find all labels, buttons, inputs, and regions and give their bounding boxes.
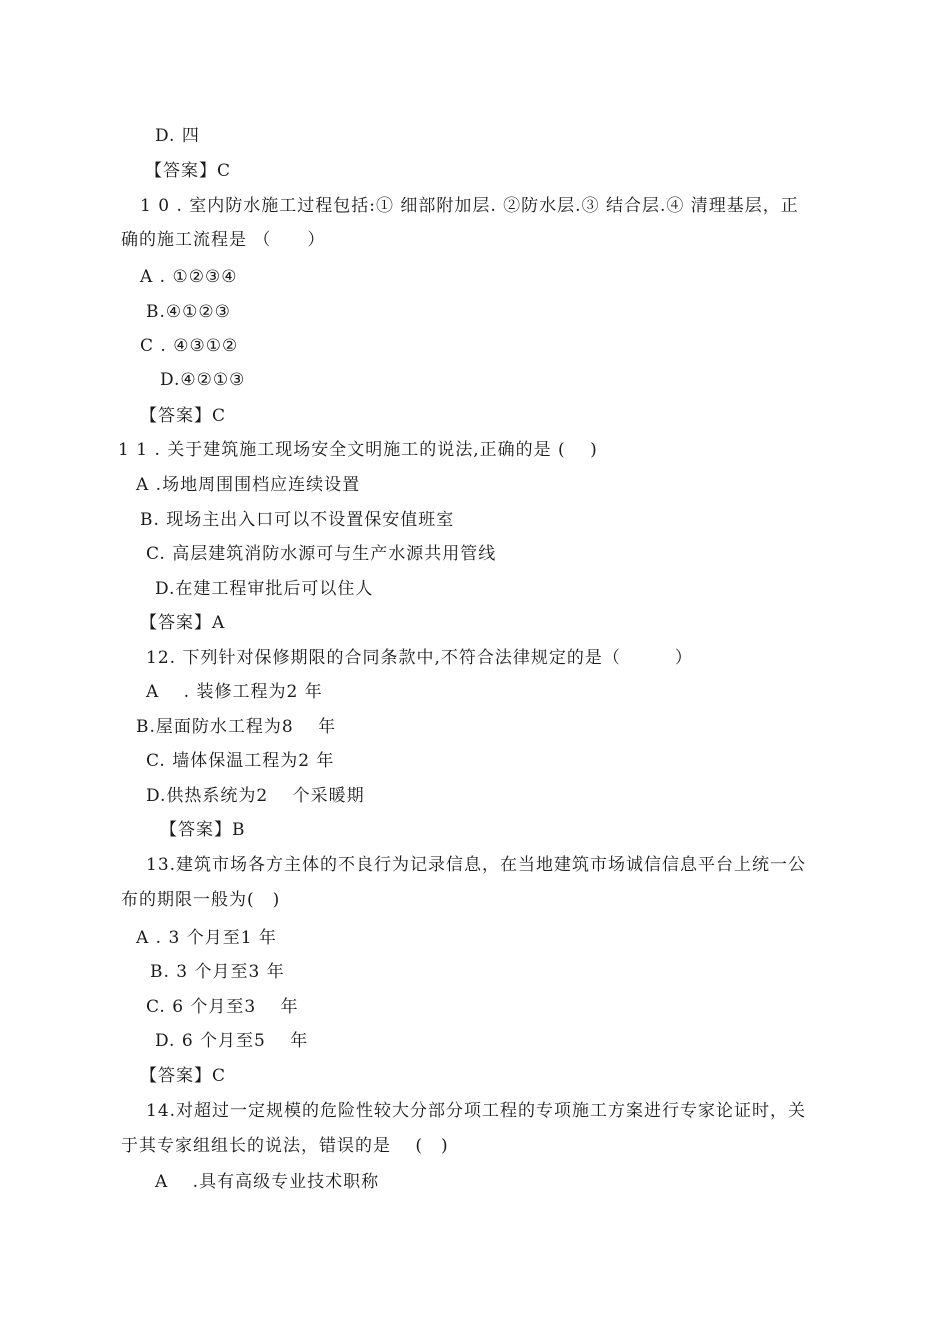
option-d-q11: D.在建工程审批后可以住人: [155, 579, 374, 599]
option-a-q12: A . 装修工程为2 年: [146, 682, 323, 702]
option-b-q12: B.屋面防水工程为8 年: [136, 717, 337, 737]
option-a-q13: A . 3 个月至1 年: [136, 928, 277, 948]
question-10-line-1: 1 0 . 室内防水施工过程包括:① 细部附加层. ②防水层.③ 结合层.④ 清理基层，正: [140, 196, 799, 216]
option-b-q10: B.④①②③: [146, 302, 231, 322]
answer-q13: 【答案】C: [140, 1066, 227, 1086]
question-14-line-2: 于其专家组组长的说法，错误的是 ( ): [121, 1136, 449, 1156]
question-14-line-1: 14.对超过一定规模的危险性较大分部分项工程的专项施工方案进行专家论证时，关: [146, 1101, 807, 1121]
question-11: 1 1 . 关于建筑施工现场安全文明施工的说法,正确的是 ( ): [118, 440, 598, 460]
option-a-q11: A .场地周围围档应连续设置: [136, 475, 361, 495]
answer-q12: 【答案】B: [160, 820, 246, 840]
option-c-q12: C. 墙体保温工程为2 年: [146, 751, 335, 771]
option-d-q9: D. 四: [155, 126, 200, 146]
question-10-line-2: 确的施工流程是 （ ）: [121, 230, 326, 250]
answer-q11: 【答案】A: [140, 613, 226, 633]
option-c-q11: C. 高层建筑消防水源可与生产水源共用管线: [146, 544, 497, 564]
option-d-q10: D.④②①③: [160, 370, 246, 390]
option-a-q10: A . ①②③④: [140, 267, 238, 287]
question-12: 12. 下列针对保修期限的合同条款中,不符合法律规定的是（ ）: [146, 648, 693, 668]
option-d-q12: D.供热系统为2 个采暖期: [146, 786, 365, 806]
answer-q9: 【答案】C: [145, 161, 232, 181]
option-d-q13: D. 6 个月至5 年: [155, 1031, 309, 1051]
option-c-q13: C. 6 个月至3 年: [146, 997, 299, 1017]
answer-q10: 【答案】C: [140, 406, 227, 426]
option-b-q13: B. 3 个月至3 年: [150, 962, 285, 982]
option-a-q14: A .具有高级专业技术职称: [155, 1172, 380, 1192]
option-c-q10: C . ④③①②: [140, 336, 239, 356]
question-13-line-2: 布的期限一般为( ): [121, 890, 281, 910]
option-b-q11: B. 现场主出入口可以不设置保安值班室: [140, 510, 455, 530]
question-13-line-1: 13.建筑市场各方主体的不良行为记录信息，在当地建筑市场诚信信息平台上统一公: [146, 855, 807, 875]
